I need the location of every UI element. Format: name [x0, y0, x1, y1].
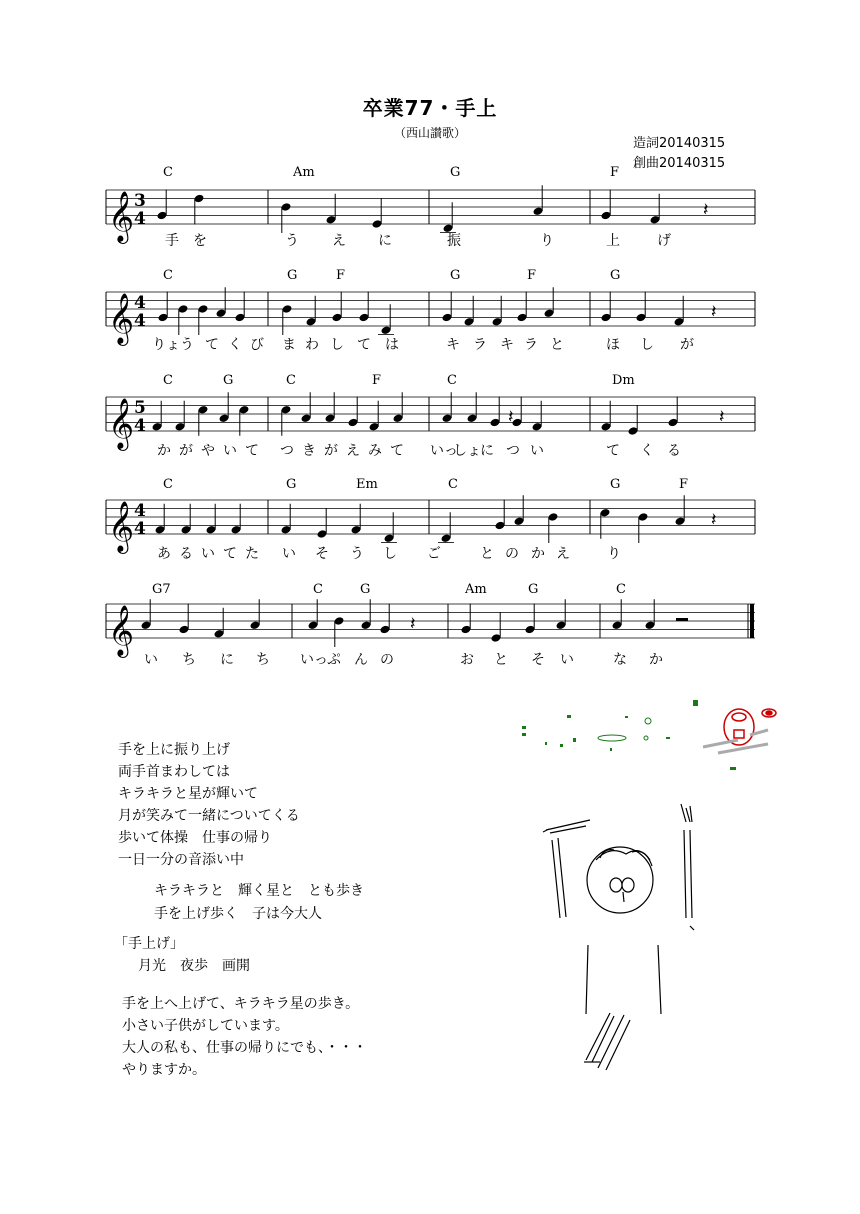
chord-symbol: C — [616, 582, 626, 597]
stick-figure-raising-hands — [543, 804, 694, 1070]
lyric-syllable: う — [285, 233, 299, 249]
lyric-syllable: ぷ — [327, 652, 341, 668]
lyric-syllable: は — [385, 337, 399, 353]
treble-clef-icon: 𝄞 — [108, 293, 135, 344]
chord-symbol: C — [313, 582, 323, 597]
moon-icon — [724, 709, 776, 745]
chord-symbol: F — [527, 268, 537, 283]
lyric-syllable: が — [324, 443, 338, 459]
lyric-syllable: しょ — [453, 443, 481, 459]
chord-symbol: F — [336, 268, 346, 283]
poem-line: 歩いて体操 仕事の帰り — [118, 830, 272, 846]
star-icon — [573, 738, 576, 742]
lyric-syllable: 上 — [606, 233, 620, 249]
chord-symbol: Em — [356, 477, 378, 492]
lyric-syllable: し — [640, 337, 654, 353]
chord-symbol: C — [447, 373, 457, 388]
lyric-syllable: い — [282, 546, 296, 562]
treble-clef-icon: 𝄞 — [108, 501, 135, 552]
lyric-syllable: い — [201, 546, 215, 562]
lyric-syllable: いっ — [430, 443, 458, 459]
lyric-syllable: し — [383, 546, 397, 562]
lyric-syllable: と — [550, 337, 564, 353]
song-title: 卒業77・手上 — [362, 96, 498, 120]
star-icon — [610, 748, 612, 751]
lyric-syllable: が — [680, 337, 694, 353]
lyric-syllable: と — [480, 546, 494, 562]
lyric-syllable: に — [378, 233, 392, 249]
haiku-author: 月光 夜歩 画開 — [138, 958, 250, 974]
treble-clef-icon: 𝄞 — [108, 398, 135, 449]
lyric-syllable: そ — [315, 546, 329, 562]
star-icon — [644, 736, 648, 740]
rest-icon: 𝄽 — [719, 406, 725, 428]
song-subtitle: （西山讃歌） — [393, 126, 466, 140]
chord-symbol: C — [163, 268, 173, 283]
commentary-line: 大人の私も、仕事の帰りにでも、・・・ — [122, 1040, 367, 1056]
star-icon — [522, 733, 526, 736]
lyric-syllable: る — [179, 546, 193, 562]
star-icon — [693, 700, 698, 706]
lyric-syllable: い — [530, 443, 544, 459]
lyric-syllable: く — [640, 443, 654, 459]
rest-icon: 𝄽 — [711, 509, 717, 531]
star-icon — [545, 742, 547, 745]
lyric-syllable: か — [531, 546, 545, 562]
lyric-syllable: て — [223, 546, 237, 562]
lyric-syllable: ち — [182, 652, 196, 668]
lyric-syllable: キ — [446, 337, 460, 353]
time-signature-bottom: 4 — [134, 209, 146, 229]
chord-symbol: G — [450, 165, 461, 180]
lyric-syllable: な — [613, 652, 627, 668]
lyric-syllable: し — [330, 337, 344, 353]
lyric-syllable: ん — [354, 652, 368, 668]
star-icon — [625, 716, 628, 718]
lyric-syllable: つ — [506, 443, 520, 459]
chord-symbol: F — [372, 373, 382, 388]
star-icon — [598, 735, 626, 741]
lyric-syllable: に — [480, 443, 494, 459]
chord-symbol: G — [223, 373, 234, 388]
poem-line: キラキラと星が輝いて — [118, 786, 258, 802]
chord-symbol: C — [286, 373, 296, 388]
lyric-syllable: あ — [157, 546, 171, 562]
lyric-syllable: げ — [657, 233, 671, 249]
lyric-syllable: キ — [500, 337, 514, 353]
lyric-syllable: ま — [282, 337, 296, 353]
lyric-syllable: い — [144, 652, 158, 668]
treble-clef-icon: 𝄞 — [108, 605, 135, 656]
chord-symbol: G — [610, 268, 621, 283]
poem-line: 手を上に振り上げ — [118, 742, 230, 758]
lyric-syllable: ち — [256, 652, 270, 668]
lyric-syllable: る — [667, 443, 681, 459]
time-signature-bottom: 4 — [134, 311, 146, 331]
chord-symbol: G — [287, 268, 298, 283]
lyric-syllable: み — [368, 443, 382, 459]
rest-icon: 𝄽 — [711, 301, 717, 323]
poem-line: 月が笑みて一緒についてくる — [118, 808, 300, 824]
lyric-syllable: て — [245, 443, 259, 459]
rest-icon: 𝄽 — [410, 613, 416, 635]
lyric-syllable: て — [606, 443, 620, 459]
rest-icon: 𝄽 — [703, 199, 709, 221]
time-signature-top: 4 — [134, 293, 146, 313]
time-signature-top: 4 — [134, 501, 146, 521]
chord-symbol: C — [163, 165, 173, 180]
lyric-syllable: え — [556, 546, 570, 562]
lyric-syllable: 振 — [447, 233, 461, 249]
chord-symbol: Am — [293, 165, 315, 180]
lyric-syllable: ほ — [606, 337, 620, 353]
lyric-syllable: に — [220, 652, 234, 668]
lyric-syllable: え — [332, 233, 346, 249]
lyric-syllable: う — [180, 337, 194, 353]
haiku-title: 「手上げ」 — [114, 936, 184, 952]
lyric-syllable: く — [228, 337, 242, 353]
lyric-syllable: え — [346, 443, 360, 459]
lyric-syllable: や — [201, 443, 215, 459]
commentary-line: やりますか。 — [122, 1062, 206, 1078]
tanka-line: キラキラと 輝く星と とも歩き — [154, 883, 364, 899]
chord-symbol: Am — [465, 582, 487, 597]
star-icon — [560, 744, 563, 747]
chord-symbol: F — [679, 477, 689, 492]
lyric-syllable: き — [302, 443, 316, 459]
lyric-syllable: た — [245, 546, 259, 562]
lyric-syllable: ラ — [473, 337, 487, 353]
star-icon — [522, 726, 526, 729]
poem-line: 両手首まわしては — [118, 764, 230, 780]
lyric-syllable: りょ — [152, 337, 180, 353]
lyric-syllable: つ — [280, 443, 294, 459]
lyric-syllable: そ — [531, 652, 545, 668]
lyric-syllable: の — [505, 546, 519, 562]
lyric-syllable: お — [460, 652, 474, 668]
chord-symbol: G — [360, 582, 371, 597]
chord-symbol: G — [528, 582, 539, 597]
lyric-syllable: か — [157, 443, 171, 459]
chord-symbol: C — [163, 477, 173, 492]
lyric-syllable: を — [193, 233, 207, 249]
chord-symbol: C — [448, 477, 458, 492]
lyric-syllable: り — [607, 546, 621, 562]
chord-symbol: G — [286, 477, 297, 492]
lyric-syllable: わ — [305, 337, 319, 353]
time-signature-bottom: 4 — [134, 416, 146, 436]
rest-icon: 𝄽 — [508, 406, 514, 428]
chord-symbol: G7 — [152, 582, 171, 597]
lyric-syllable: が — [179, 443, 193, 459]
chord-symbol: Dm — [612, 373, 635, 388]
star-icon — [666, 737, 670, 739]
chord-symbol: G — [610, 477, 621, 492]
lyric-syllable: び — [250, 337, 264, 353]
lyric-syllable: ラ — [524, 337, 538, 353]
star-icon — [730, 767, 736, 770]
lyric-syllable: と — [494, 652, 508, 668]
treble-clef-icon: 𝄞 — [108, 191, 135, 242]
lyric-syllable: いっ — [300, 652, 328, 668]
lyric-syllable: り — [540, 233, 554, 249]
tanka-line: 手を上げ歩く 子は今大人 — [154, 906, 322, 922]
music-credit: 創曲20140315 — [633, 156, 726, 171]
time-signature-top: 3 — [134, 191, 146, 211]
poem-line: 一日一分の音添い中 — [118, 852, 244, 868]
lyric-syllable: ご — [427, 546, 441, 562]
time-signature-top: 5 — [134, 398, 146, 418]
star-icon — [645, 718, 651, 724]
lyric-syllable: か — [649, 652, 663, 668]
lyric-syllable: い — [223, 443, 237, 459]
star-icon — [567, 715, 571, 718]
lyric-syllable: て — [390, 443, 404, 459]
chord-symbol: C — [163, 373, 173, 388]
lyric-syllable: う — [350, 546, 364, 562]
commentary-line: 手を上へ上げて、キラキラ星の歩き。 — [122, 996, 360, 1012]
lyrics-credit: 造詞20140315 — [633, 136, 726, 151]
chord-symbol: F — [610, 165, 620, 180]
night-sky — [522, 700, 776, 770]
lyric-syllable: い — [560, 652, 574, 668]
ground-lines — [703, 730, 768, 753]
lyric-syllable: 手 — [165, 233, 179, 249]
commentary-line: 小さい子供がしています。 — [122, 1018, 289, 1034]
chord-symbol: G — [450, 268, 461, 283]
lyric-syllable: て — [205, 337, 219, 353]
time-signature-bottom: 4 — [134, 519, 146, 539]
lyric-syllable: の — [380, 652, 394, 668]
lyric-syllable: て — [357, 337, 371, 353]
